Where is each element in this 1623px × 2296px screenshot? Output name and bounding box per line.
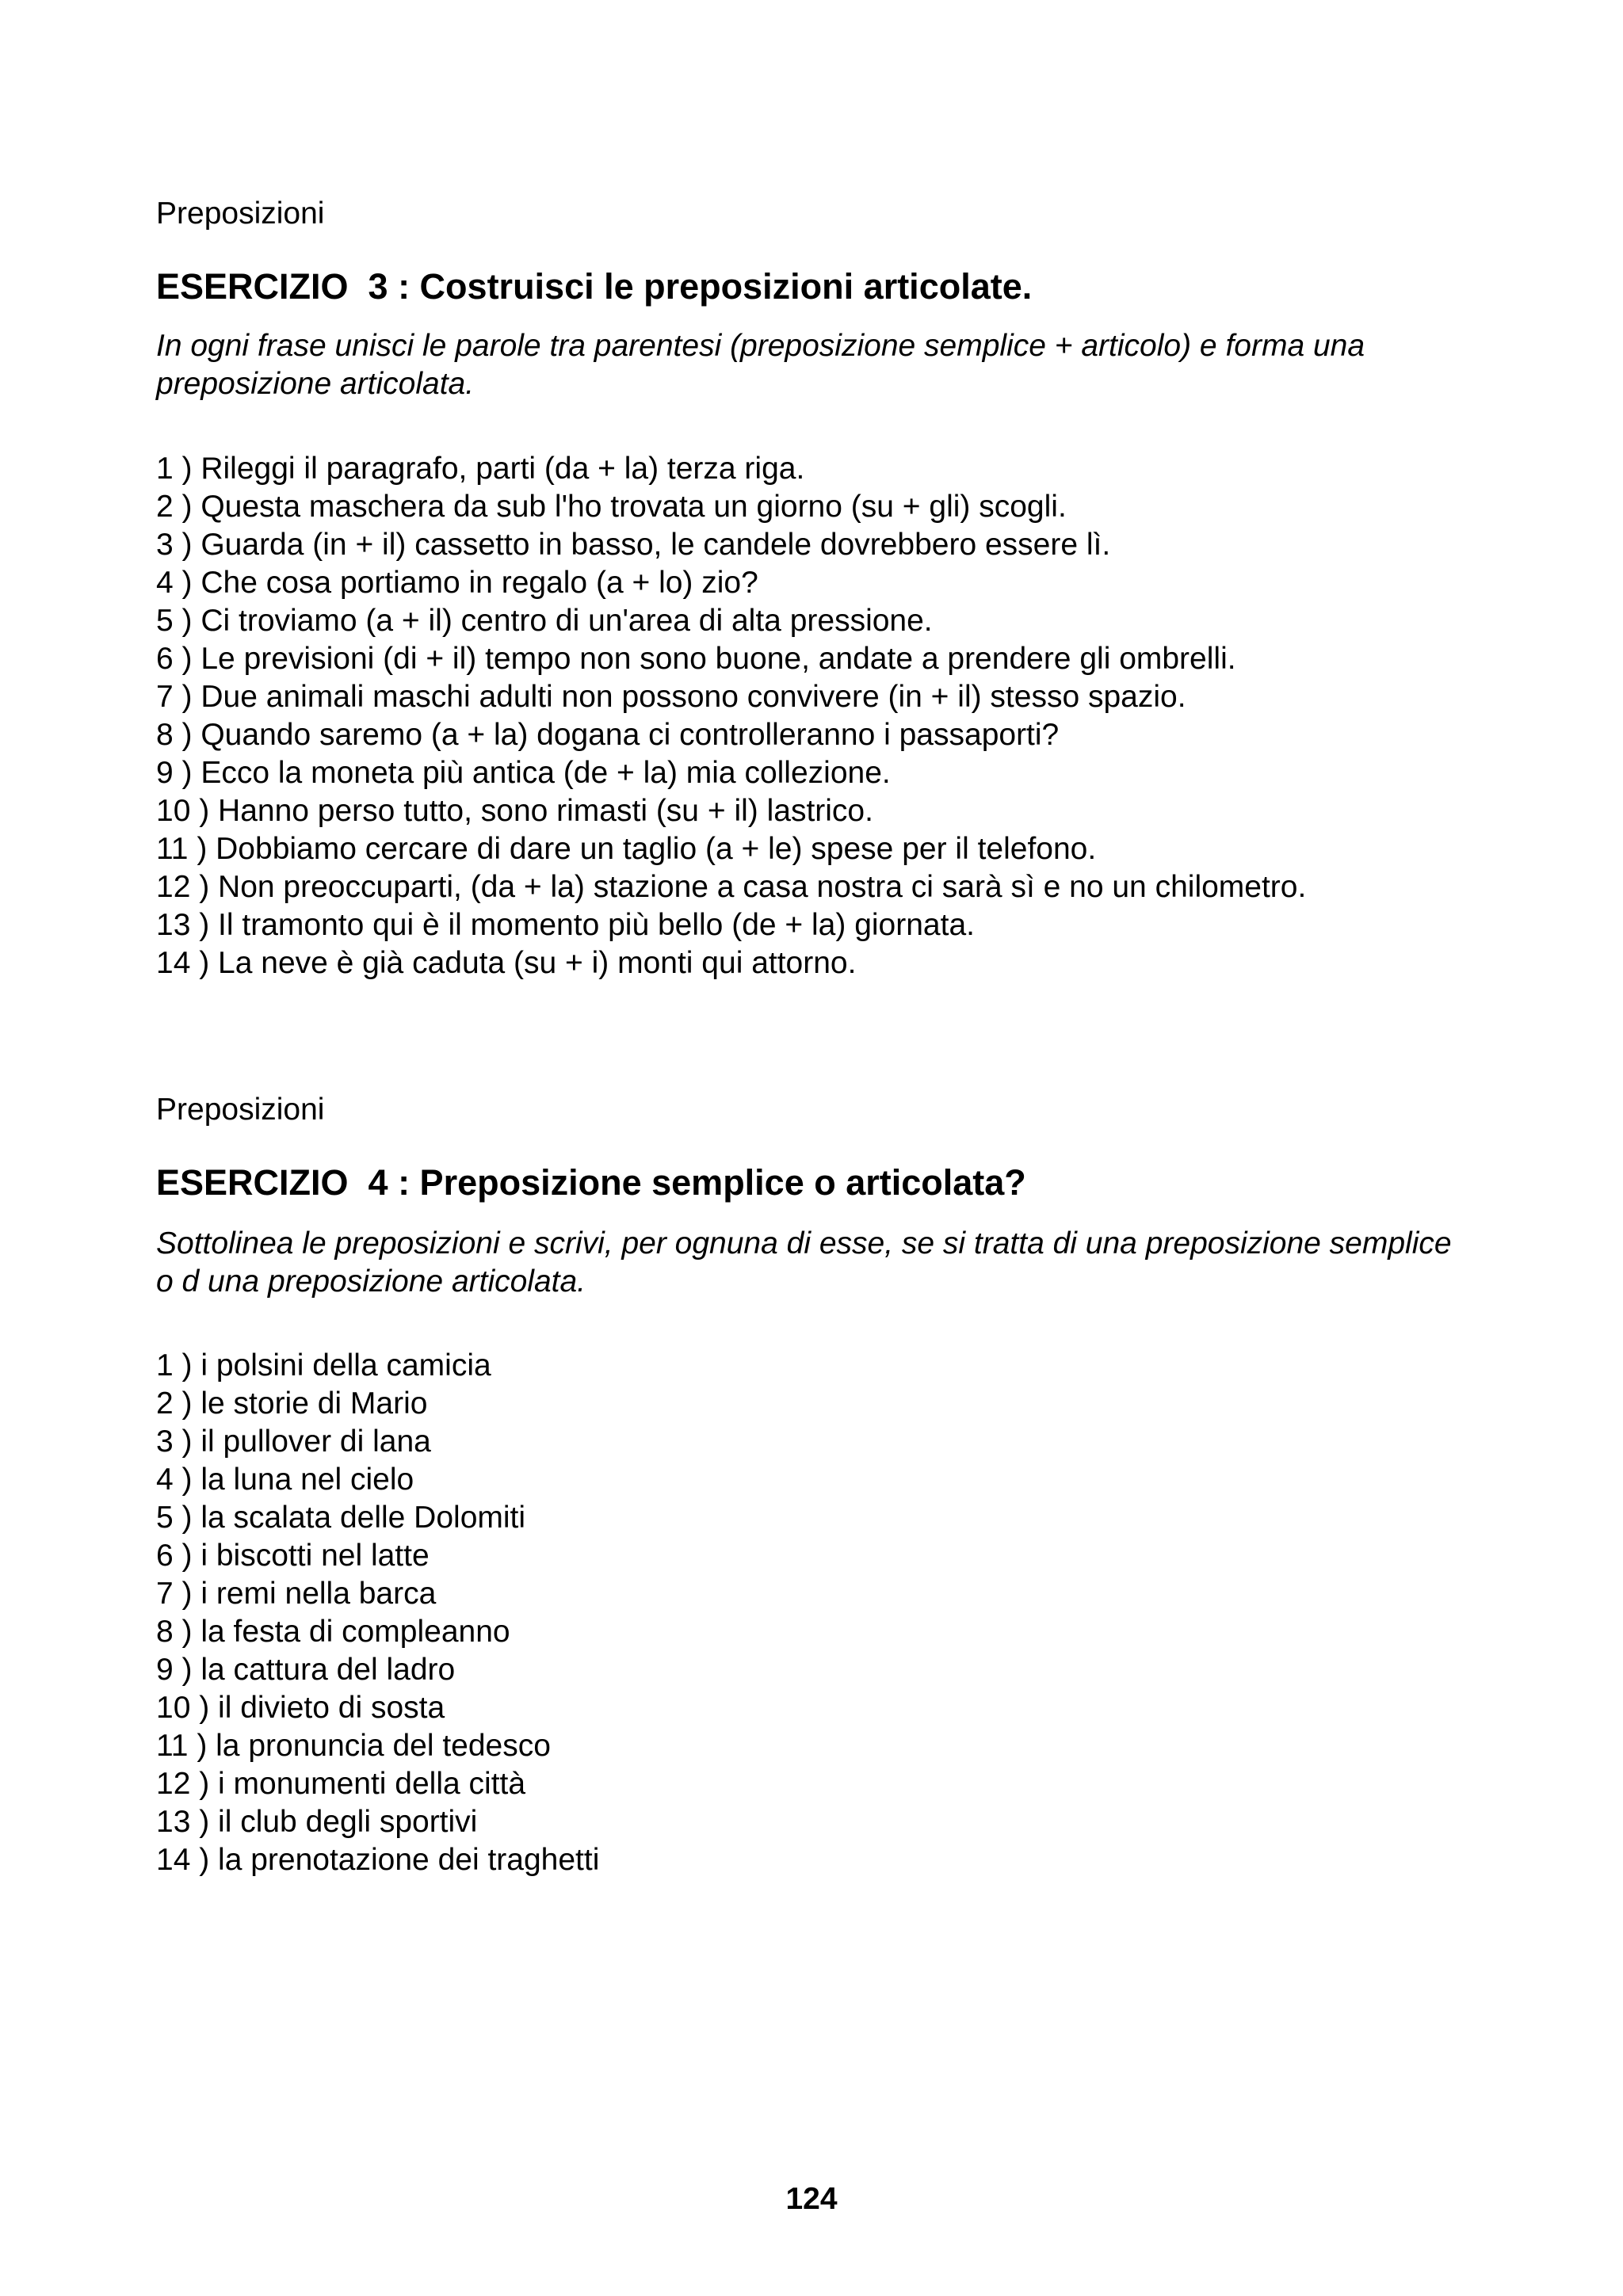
- list-item: 13 ) il club degli sportivi: [156, 1805, 478, 1839]
- list-item: 10 ) il divieto di sosta: [156, 1691, 445, 1725]
- page-number: 124: [785, 2182, 838, 2216]
- list-item: 4 ) la luna nel cielo: [156, 1463, 414, 1497]
- list-item: 6 ) i biscotti nel latte: [156, 1539, 430, 1573]
- list-item: 1 ) i polsini della camicia: [156, 1348, 491, 1383]
- list-item: 3 ) Guarda (in + il) cassetto in basso, le candele dovrebbero essere lì.: [156, 528, 1111, 562]
- exercise-4-title: ESERCIZIO 4 : Preposizione semplice o articolata?: [156, 1162, 1026, 1203]
- list-item: 8 ) Quando saremo (a + la) dogana ci controlleranno i passaporti?: [156, 718, 1060, 752]
- list-item: 12 ) Non preoccuparti, (da + la) stazione a casa nostra ci sarà sì e no un chilometro.: [156, 870, 1307, 904]
- list-item: 3 ) il pullover di lana: [156, 1425, 431, 1459]
- list-item: 14 ) La neve è già caduta (su + i) monti qui attorno.: [156, 946, 857, 980]
- list-item: 5 ) Ci troviamo (a + il) centro di un'area di alta pressione.: [156, 604, 933, 638]
- section-label-exercise-3: Preposizioni: [156, 196, 325, 231]
- list-item: 11 ) Dobbiamo cercare di dare un taglio (a + le) spese per il telefono.: [156, 832, 1097, 866]
- list-item: 7 ) i remi nella barca: [156, 1577, 437, 1611]
- exercise-3-list: [156, 450, 1503, 982]
- list-item: 9 ) la cattura del ladro: [156, 1653, 456, 1687]
- exercise-3-instructions: In ogni frase unisci le parole tra parentesi (preposizione semplice + articolo) e forma una preposizione articolata.: [156, 329, 1365, 401]
- list-item: 13 ) Il tramonto qui è il momento più bello (de + la) giornata.: [156, 908, 975, 942]
- list-item: 9 ) Ecco la moneta più antica (de + la) mia collezione.: [156, 756, 891, 790]
- list-item: 5 ) la scalata delle Dolomiti: [156, 1501, 526, 1535]
- list-item: 11 ) la pronuncia del tedesco: [156, 1729, 551, 1763]
- list-item: 14 ) la prenotazione dei traghetti: [156, 1843, 600, 1877]
- list-item: 2 ) le storie di Mario: [156, 1386, 428, 1421]
- section-label-exercise-4: Preposizioni: [156, 1093, 325, 1127]
- exercise-3-title: ESERCIZIO 3 : Costruisci le preposizioni articolate.: [156, 266, 1033, 307]
- list-item: 10 ) Hanno perso tutto, sono rimasti (su + il) lastrico.: [156, 794, 873, 828]
- list-item: 8 ) la festa di compleanno: [156, 1615, 510, 1649]
- list-item: 7 ) Due animali maschi adulti non possono convivere (in + il) stesso spazio.: [156, 680, 1186, 714]
- list-item: 6 ) Le previsioni (di + il) tempo non sono buone, andate a prendere gli ombrelli.: [156, 642, 1236, 676]
- exercise-4-instructions: Sottolinea le preposizioni e scrivi, per ognuna di esse, se si tratta di una preposizione semplice o d una preposizione articolata.: [156, 1226, 1452, 1299]
- list-item: 1 ) Rileggi il paragrafo, parti (da + la) terza riga.: [156, 452, 805, 486]
- exercise-4-list: [156, 1347, 1503, 1879]
- list-item: 2 ) Questa maschera da sub l'ho trovata un giorno (su + gli) scogli.: [156, 490, 1067, 524]
- list-item: 4 ) Che cosa portiamo in regalo (a + lo) zio?: [156, 566, 758, 600]
- list-item: 12 ) i monumenti della città: [156, 1767, 526, 1801]
